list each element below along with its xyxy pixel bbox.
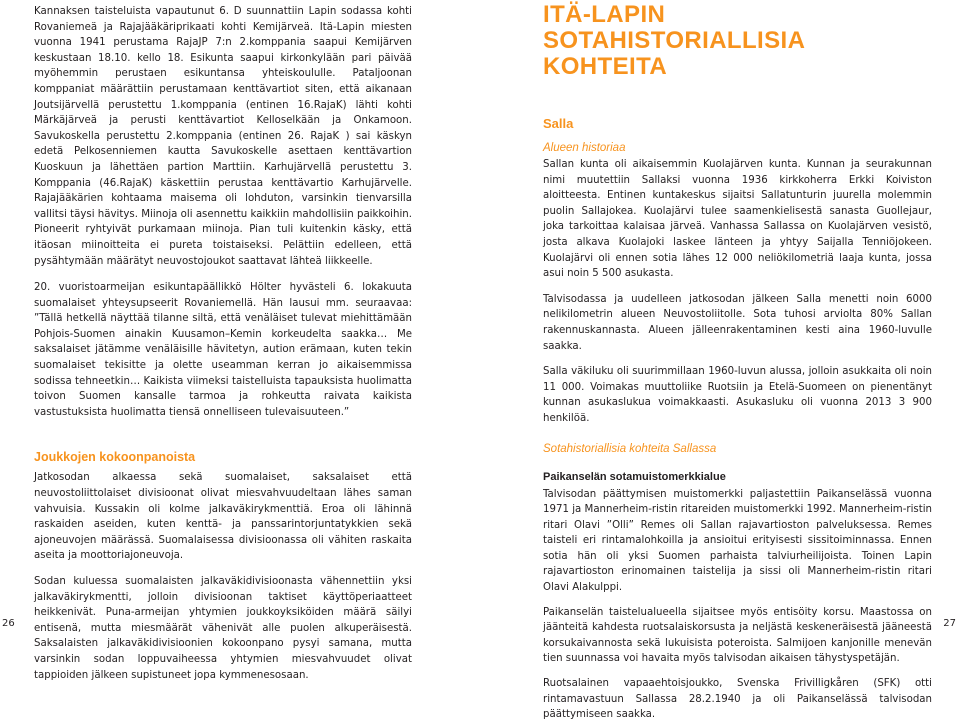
body-paragraph: Jatkosodan alkaessa sekä suomalaiset, saksalaiset että neuvostoliittolaiset divisioonat olivat miesvahvuudeltaan lähes saman vahvuisia. Kussakin oli kolme jalkaväkirykmenttiä. Eroa oli lähinnä raskaiden aseiden, kuten kenttä- ja panssarintorjuntatykkien sekä ajoneuvojen määrässä. Suomalaisessa divisioonassa oli vähiten raskaita aseita ja moottoriajoneuvoja. (34, 472, 412, 562)
body-paragraph: Kannaksen taisteluista vapautunut 6. D suunnattiin Lapin sodassa kohti Rovaniemeä ja Rajajääkäriprikaati kohti Kemijärveä. Itä-Lapin miesten vuonna 1941 perustama RajaJP 7:n 2.komppania saapui Kemijärven keskustaan 18.10. kello 18. Esikunta saapui kirkonkylään pari päivää myöhemmin perustaen esikuntansa yhteiskoululle. Pataljoonan komppaniat määrättiin perustamaan kenttävartiot siten, että aikanaan Joutsijärvellä perustettu 1.komppania (entinen 16.RajaK) lähti kohti Märkäjärveä ja perusti kenttävartiot Kelloselkään ja Onkamoon. Savukoskella perustettu 2.komppania (entinen 26. RajaK ) sai käskyn edetä Pelkosenniemen kautta Savukoskelle asettaen kenttävartion Kuoskuun ja lähettäen partion Marttiin. Karhujärvellä perustettu 3. Komppania (46.RajaK) käskettiin perustaa kenttävartio Karhujärvelle. Rajajääkärien kohtaama maisema oli lohduton, varsinkin tienvarsilla vallitsi täysi hävitys. Miinoja oli asennettu kaikkiin mahdollisiin paikkoihin. Pioneerit ryhtyivät purkamaan miinoja. Pian tuli kuitenkin käsky, että itäosan miinoitteita ei pureta toistaiseksi. Pelättiin edelleen, että pysähtymään määrätyt neuvostojoukot saattavat lähteä liikkeelle. (34, 6, 412, 267)
site-heading: Paikanselän sotamuistomerkkialue (543, 470, 726, 483)
right-column (543, 0, 932, 723)
region-heading: Salla (543, 116, 574, 131)
body-paragraph: Sodan kuluessa suomalaisten jalkaväkidivisioonasta vähennettiin yksi jalkaväkirykmentti, jolloin divisioonan taktiset käyttöperiaatteet heikkenivät. Puna-armeijan yhtymien joukkoyksiköiden määrä säilyi entisenä, mutta miesmäärät vähenivät alle puolen alkuperäisestä. Saksalaisten jalkaväkidivisioonien kokoonpano pysyi samana, mutta varsinkin sodan loppuvaiheessa yhtymien miesvahvuudet olivat tappioiden jälkeen supistuneet jopa kymmenesosaan. (34, 576, 412, 681)
left-column (34, 0, 412, 683)
page-number-right: 27 (943, 618, 956, 629)
body-paragraph: Paikanselän taistelualueella sijaitsee myös entisöity korsu. Maastossa on jäänteitä kahdesta ruotsalaiskorsusta ja neljästä keskeneräisestä jääneestä korsukaivannosta sekä lukuisista poteroista. Salmijoen kanjonille menevän tien suunnassa voi havaita myös talvisodan aikaisen tähystyspetäjän. (543, 606, 932, 665)
body-paragraph: Ruotsalainen vapaaehtoisjoukko, Svenska Frivilligkåren (SFK) otti rintamavastuun Sallassa 28.2.1940 ja oli Paikanselässä talvisodan päättymiseen saakka. (543, 678, 932, 721)
section-heading: Joukkojen kokoonpanoista (34, 450, 196, 465)
body-paragraph: Salla väkiluku oli suurimmillaan 1960-luvun alussa, jolloin asukkaita oli noin 11 000. Voimakas muuttoliike Ruotsiin ja Etelä-Suomeen on pienentänyt kunnan asukaslukua voimakkaasti. Asukasluku oli vuonna 2013 3 900 henkilöä. (543, 366, 932, 424)
page-number-left: 26 (2, 618, 15, 629)
body-paragraph: Talvisodassa ja uudelleen jatkosodan jälkeen Salla menetti noin 6000 nelikilometrin alueen Neuvostoliitolle. Sota tuhosi arviolta 80% Sallan rakennuskannasta. Alueen jälleenrakentaminen kesti aina 1960-luvulle saakka. (543, 293, 932, 352)
subsection-heading: Alueen historiaa (543, 142, 626, 154)
body-paragraph: Talvisodan päättymisen muistomerkki paljastettiin Paikanselässä vuonna 1971 ja Mannerheim-ristin ritareiden muistomerkki 1992. Mannerheim-ristin ritari Olavi ”Olli” Remes oli Sallan rajavartioston palveluksessa. Remes taisteli eri rintamalohkoilla ja ansioitui erityisesti sissitoiminnassa. Ennen sotia hän oli yksi Suomen parhaista talviurheilijoista. Toinen Lapin rajavartioston erinomainen taistelija ja sissi oli Mannerheim-ristin ritari Olavi Alakulppi. (543, 488, 932, 594)
subsection-heading: Sotahistoriallisia kohteita Sallassa (543, 442, 717, 455)
body-paragraph: Sallan kunta oli aikaisemmin Kuolajärven kunta. Kunnan ja seurakunnan nimi muutettiin Sallaksi vuonna 1936 kirkkoherra Erkki Koiviston aloitteesta. Entinen kuntakeskus sijaitsi Sallatunturin juurella molemmin puolin Sallajokea. Kuolajärvi tulee saamenkielisestä sanasta Guollejaur, joka tarkoittaa kalaisaa järveä. Vanhassa Sallassa on Kuolajärven vesistö, josta alkava Kuolajoki laskee länteen ja yhtyy Saijalla Tenniöjokeen. Kuolajärvi oli ennen sotia lähes 12 000 neliökilometriä laaja kunta, jossa asui noin 5 500 asukasta. (543, 159, 932, 280)
page-title: ITÄ-LAPIN SOTAHISTORIALLISIA KOHTEITA (543, 1, 805, 80)
body-paragraph: 20. vuoristoarmeijan esikuntapäällikkö Hölter hyvästeli 6. lokakuuta suomalaiset yhteysupseerit Rovaniemellä. Hän lausui mm. seuraavaa: ”Tällä hetkellä näyttää tilanne siltä, että venäläiset tulevat miehittämään Pohjois-Suomen ainakin Kuusamon–Kemin korkeudelta saakka… Me saksalaiset jätämme venäläisille hävitetyn, aution erämaan, kuten tekin suomalaiset tekisitte ja olette useamman kerran jo aikaisemmissa sodissa tehneetkin… Kaikista viimeksi taistelluista tapauksista huolimatta toivon Suomen kansalle tarmoa ja rohkeutta raivata kaikista vastustuksista huolimatta tiensä onnelliseen tulevaisuuteen.” (34, 282, 412, 418)
